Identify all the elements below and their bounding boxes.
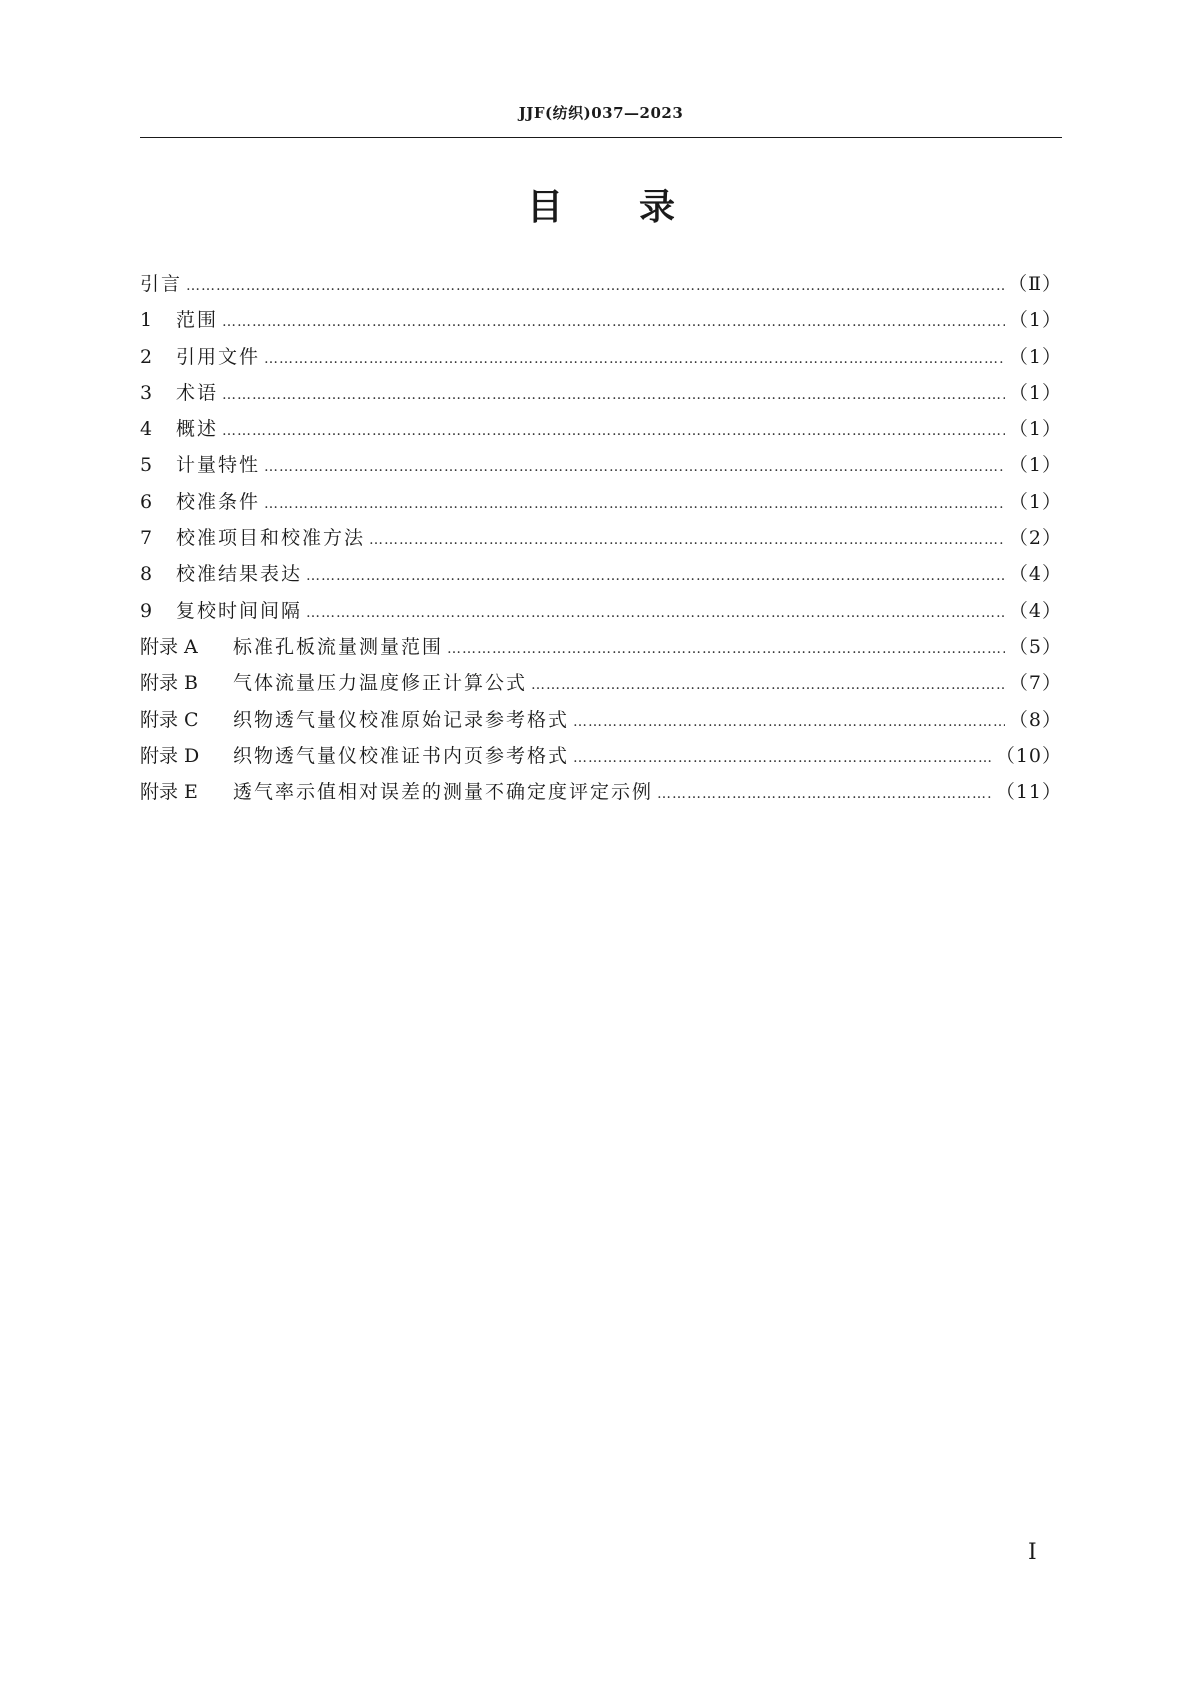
dot-leader (222, 377, 1005, 413)
toc-entry-1[interactable] (140, 302, 1062, 338)
dot-leader (264, 486, 1005, 522)
page-title (140, 186, 1062, 230)
dot-leader (222, 304, 1005, 340)
dot-leader (222, 413, 1005, 449)
toc-entry-title: 术语 (176, 381, 219, 404)
toc-entry-appendix-e[interactable] (140, 774, 1062, 810)
toc-entry-number: 4 (140, 418, 153, 441)
toc-entry-2[interactable] (140, 339, 1062, 375)
toc-entry-title: 校准结果表达 (176, 563, 303, 586)
toc-entry-title: 引用文件 (176, 345, 261, 368)
toc-entry-6[interactable] (140, 484, 1062, 520)
toc-entry-number: 附录 D (140, 744, 200, 767)
toc-entry-appendix-c[interactable] (140, 702, 1062, 738)
toc-entry-page: （1） (1008, 454, 1062, 477)
header-rule (140, 137, 1062, 138)
toc-entry-intro[interactable] (140, 266, 1062, 302)
toc-entry-title: 织物透气量仪校准原始记录参考格式 (233, 708, 570, 731)
toc-entry-number: 7 (140, 527, 153, 550)
toc-entry-title: 气体流量压力温度修正计算公式 (233, 672, 528, 695)
dot-leader (657, 776, 992, 812)
toc-entry-9[interactable] (140, 593, 1062, 629)
toc-entry-number: 附录 E (140, 781, 198, 804)
toc-entry-3[interactable] (140, 375, 1062, 411)
toc-entry-title: 织物透气量仪校准证书内页参考格式 (233, 744, 570, 767)
toc-entry-7[interactable] (140, 520, 1062, 556)
toc-entry-appendix-b[interactable] (140, 665, 1062, 701)
toc-entry-page: （4） (1008, 563, 1062, 586)
dot-leader (531, 667, 1005, 703)
toc-entry-8[interactable] (140, 556, 1062, 592)
toc-entry-number: 3 (140, 381, 153, 404)
toc-entry-number: 附录 A (140, 635, 198, 658)
page-number: Ⅰ (1028, 1540, 1037, 1565)
toc-entry-number: 6 (140, 490, 153, 513)
toc-entry-page: （7） (1008, 672, 1062, 695)
toc-entry-page: （1） (1008, 490, 1062, 513)
toc-entry-page: （10） (995, 744, 1062, 767)
toc-entry-number: 附录 C (140, 708, 199, 731)
toc-entry-number: 5 (140, 454, 153, 477)
toc-entry-page: （1） (1008, 418, 1062, 441)
dot-leader (264, 341, 1005, 377)
toc-entry-number: 2 (140, 345, 153, 368)
toc-entry-page: （5） (1008, 635, 1062, 658)
dot-leader (369, 522, 1005, 558)
toc-entry-number: 9 (140, 599, 153, 622)
dot-leader (264, 449, 1005, 485)
toc-entry-title: 校准条件 (176, 490, 261, 513)
toc-entry-number: 8 (140, 563, 153, 586)
title-char-1: 目 (526, 187, 563, 228)
toc-entry-page: （11） (995, 781, 1062, 804)
toc-entry-4[interactable] (140, 411, 1062, 447)
table-of-contents (140, 266, 1062, 810)
toc-entry-title: 计量特性 (176, 454, 261, 477)
document-code-header: JJF(纺织)037—2023 (518, 104, 684, 122)
toc-entry-page: （1） (1008, 309, 1062, 332)
toc-entry-page: （1） (1008, 345, 1062, 368)
dot-leader (306, 595, 1005, 631)
toc-entry-title: 概述 (176, 418, 219, 441)
toc-entry-page: （8） (1008, 708, 1062, 731)
toc-entry-page: （1） (1008, 381, 1062, 404)
dot-leader (306, 558, 1005, 594)
toc-entry-title: 校准项目和校准方法 (176, 527, 366, 550)
dot-leader (447, 631, 1005, 667)
toc-entry-number: 1 (140, 309, 153, 332)
toc-entry-number: 附录 B (140, 672, 199, 695)
toc-entry-title: 复校时间间隔 (176, 599, 303, 622)
toc-entry-appendix-a[interactable] (140, 629, 1062, 665)
toc-entry-page: （Ⅱ） (1008, 273, 1062, 295)
toc-entry-page: （4） (1008, 599, 1062, 622)
dot-leader (573, 740, 992, 776)
dot-leader (573, 704, 1005, 740)
title-char-2: 录 (639, 187, 676, 228)
toc-entry-title: 引言 (140, 273, 183, 295)
toc-entry-title: 透气率示值相对误差的测量不确定度评定示例 (233, 781, 654, 804)
toc-entry-title: 标准孔板流量测量范围 (233, 635, 444, 658)
toc-entry-title: 范围 (176, 309, 219, 332)
toc-entry-5[interactable] (140, 447, 1062, 483)
toc-entry-page: （2） (1008, 527, 1062, 550)
dot-leader (186, 268, 1004, 304)
toc-entry-appendix-d[interactable] (140, 738, 1062, 774)
